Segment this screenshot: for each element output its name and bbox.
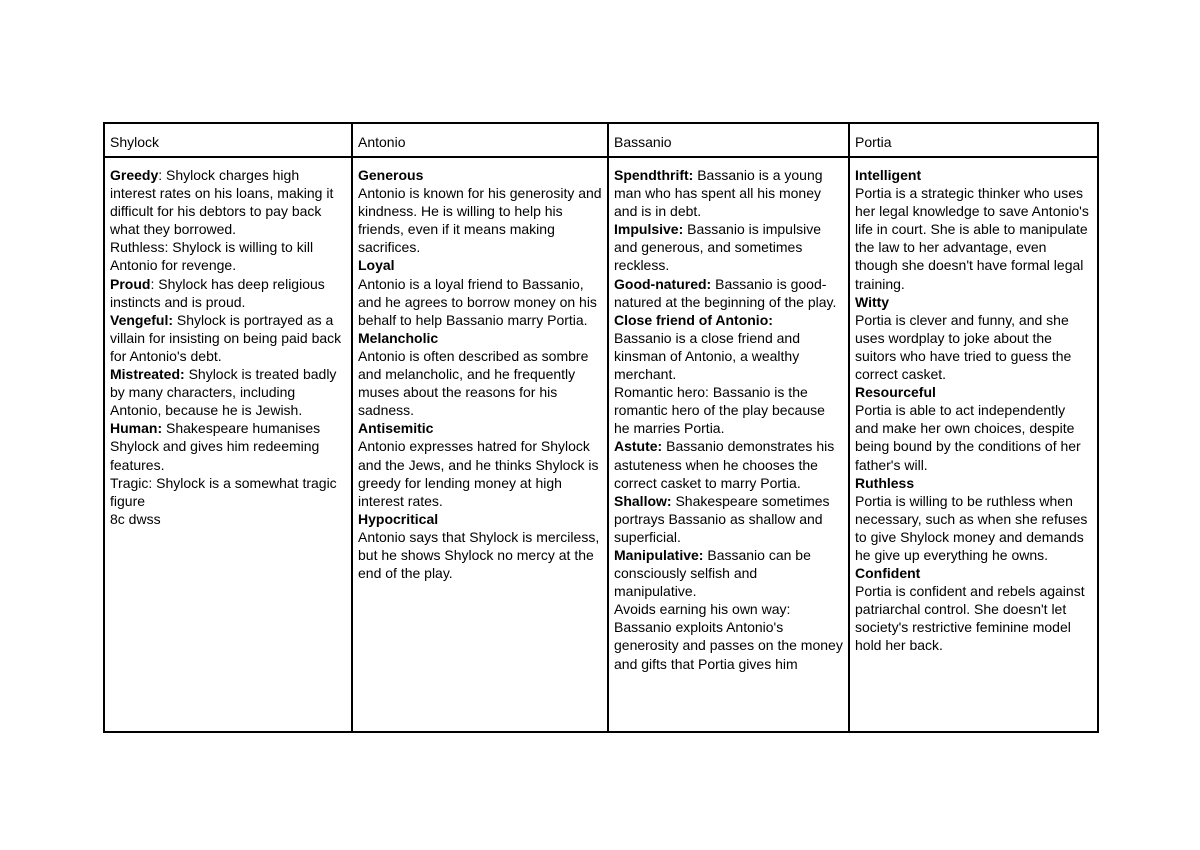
trait-heading: Witty bbox=[855, 293, 890, 310]
trait-entry bbox=[614, 383, 843, 437]
trait-text: 8c dwss bbox=[110, 510, 161, 527]
trait-entry bbox=[855, 474, 1092, 492]
trait-entry bbox=[614, 437, 843, 491]
trait-text: Bassanio can be consciously selfish and manipulative. bbox=[614, 546, 811, 600]
trait-heading: Proud bbox=[110, 275, 151, 292]
trait-heading: Close friend of Antonio: bbox=[614, 311, 773, 328]
trait-entry bbox=[358, 510, 602, 528]
trait-entry bbox=[855, 383, 1092, 401]
trait-heading: Confident bbox=[855, 565, 921, 582]
trait-heading: Mistreated: bbox=[110, 366, 185, 383]
trait-heading: Loyal bbox=[358, 257, 395, 274]
header-portia: Portia bbox=[849, 123, 1098, 157]
trait-text: Bassanio is a young man who has spent all his money and is in debt. bbox=[614, 167, 823, 220]
trait-entry bbox=[358, 256, 602, 274]
trait-entry bbox=[614, 329, 843, 383]
trait-entry bbox=[358, 166, 602, 184]
trait-entry bbox=[358, 528, 602, 582]
trait-text: Antonio says that Shylock is merciless, but he shows Shylock no mercy at the end of the play. bbox=[358, 528, 600, 582]
trait-entry bbox=[110, 275, 346, 311]
trait-text: Ruthless: Shylock is willing to kill Antonio for revenge. bbox=[110, 239, 314, 274]
header-shylock: Shylock bbox=[104, 123, 352, 157]
trait-entry bbox=[110, 311, 346, 365]
trait-text: Portia is a strategic thinker who uses her legal knowledge to save Antonio's life in court. She is able to manipulate the law to her advantage, even though she doesn't have formal legal training. bbox=[855, 185, 1089, 292]
trait-heading: Good-natured: bbox=[614, 275, 712, 292]
trait-text: Shylock is treated badly by many characters, including Antonio, because he is Jewish. bbox=[110, 366, 337, 419]
trait-entry bbox=[614, 546, 843, 600]
trait-entry bbox=[855, 184, 1092, 293]
trait-text: Bassanio is good-natured at the beginning of the play. bbox=[614, 275, 837, 310]
header-bassanio: Bassanio bbox=[608, 123, 849, 157]
cell-portia bbox=[849, 157, 1098, 732]
trait-heading: Shallow: bbox=[614, 492, 672, 509]
trait-entry bbox=[358, 437, 602, 509]
trait-heading: Antisemitic bbox=[358, 420, 434, 437]
trait-heading: Hypocritical bbox=[358, 510, 439, 527]
cell-antonio bbox=[352, 157, 608, 732]
trait-heading: Vengeful: bbox=[110, 311, 174, 328]
trait-text: Bassanio demonstrates his astuteness when he chooses the correct casket to marry Portia. bbox=[614, 438, 835, 491]
trait-heading: Greedy bbox=[110, 167, 159, 183]
trait-entry bbox=[855, 401, 1092, 473]
trait-heading: Manipulative: bbox=[614, 546, 704, 563]
trait-entry bbox=[855, 564, 1092, 582]
trait-text: Antonio is a loyal friend to Bassanio, and he agrees to borrow money on his behalf to help Bassanio marry Portia. bbox=[358, 275, 597, 328]
trait-entry bbox=[110, 474, 346, 510]
trait-heading: Intelligent bbox=[855, 167, 922, 183]
trait-entry bbox=[358, 419, 602, 437]
trait-text: : Shylock has deep religious instincts and is proud. bbox=[110, 275, 325, 310]
trait-entry bbox=[110, 510, 346, 528]
trait-entry bbox=[110, 365, 346, 419]
trait-entry bbox=[614, 311, 843, 329]
trait-heading: Astute: bbox=[614, 438, 663, 455]
trait-entry bbox=[855, 582, 1092, 654]
cell-bassanio bbox=[608, 157, 849, 732]
trait-entry bbox=[614, 600, 843, 672]
trait-text: Portia is clever and funny, and she uses wordplay to joke about the suitors who have tried to guess the correct casket. bbox=[855, 311, 1072, 383]
trait-text: Avoids earning his own way: Bassanio exploits Antonio's generosity and passes on the money and gifts that Portia gives him bbox=[614, 601, 843, 672]
character-table bbox=[103, 122, 1099, 733]
trait-text: Shylock is portrayed as a villain for insisting on being paid back for Antonio's debt. bbox=[110, 311, 342, 364]
trait-text: Tragic: Shylock is a somewhat tragic figure bbox=[110, 474, 337, 509]
content-row bbox=[104, 157, 1098, 732]
trait-heading: Spendthrift: bbox=[614, 167, 694, 183]
trait-entry bbox=[855, 311, 1092, 383]
trait-entry bbox=[855, 293, 1092, 311]
trait-text: Antonio expresses hatred for Shylock and the Jews, and he thinks Shylock is greedy for lending money at high interest rates. bbox=[358, 438, 599, 509]
trait-entry bbox=[614, 166, 843, 220]
trait-heading: Ruthless bbox=[855, 474, 915, 491]
trait-entry bbox=[110, 419, 346, 473]
trait-entry bbox=[110, 166, 346, 238]
trait-heading: Impulsive: bbox=[614, 221, 684, 238]
cell-shylock bbox=[104, 157, 352, 732]
trait-entry bbox=[614, 492, 843, 546]
trait-text: Portia is willing to be ruthless when necessary, such as when she refuses to give Shylock money and demands he give up everything he owns. bbox=[855, 492, 1088, 563]
trait-text: Bassanio is a close friend and kinsman of Antonio, a wealthy merchant. bbox=[614, 329, 800, 383]
trait-text: Portia is confident and rebels against patriarchal control. She doesn't let society's restrictive feminine model hold her back. bbox=[855, 583, 1085, 654]
trait-entry bbox=[855, 166, 1092, 184]
trait-heading: Melancholic bbox=[358, 329, 439, 346]
trait-text: Antonio is often described as sombre and melancholic, and he frequently muses about the reasons for his sadness. bbox=[358, 347, 589, 419]
trait-entry bbox=[614, 275, 843, 311]
trait-heading: Human: bbox=[110, 420, 163, 437]
trait-entry bbox=[358, 329, 602, 347]
trait-text: Shakespeare sometimes portrays Bassanio as shallow and superficial. bbox=[614, 492, 830, 545]
trait-entry bbox=[358, 184, 602, 256]
trait-heading: Generous bbox=[358, 167, 424, 183]
trait-text: Portia is able to act independently and make her own choices, despite being bound by the conditions of her father's will. bbox=[855, 402, 1081, 473]
trait-text: Bassanio is impulsive and generous, and sometimes reckless. bbox=[614, 221, 821, 274]
trait-entry bbox=[614, 220, 843, 274]
trait-text: Romantic hero: Bassanio is the romantic hero of the play because he marries Portia. bbox=[614, 384, 825, 437]
trait-text: Shakespeare humanises Shylock and gives him redeeming features. bbox=[110, 420, 321, 473]
trait-entry bbox=[358, 347, 602, 419]
header-antonio: Antonio bbox=[352, 123, 608, 157]
trait-entry bbox=[358, 275, 602, 329]
trait-text: : Shylock charges high interest rates on his loans, making it difficult for his debtors to pay back what they borrowed. bbox=[110, 167, 334, 238]
header-row bbox=[104, 123, 1098, 157]
trait-entry bbox=[855, 492, 1092, 564]
trait-text: Antonio is known for his generosity and kindness. He is willing to help his friends, even if it means making sacrifices. bbox=[358, 185, 602, 256]
trait-entry bbox=[110, 238, 346, 274]
trait-heading: Resourceful bbox=[855, 384, 936, 401]
